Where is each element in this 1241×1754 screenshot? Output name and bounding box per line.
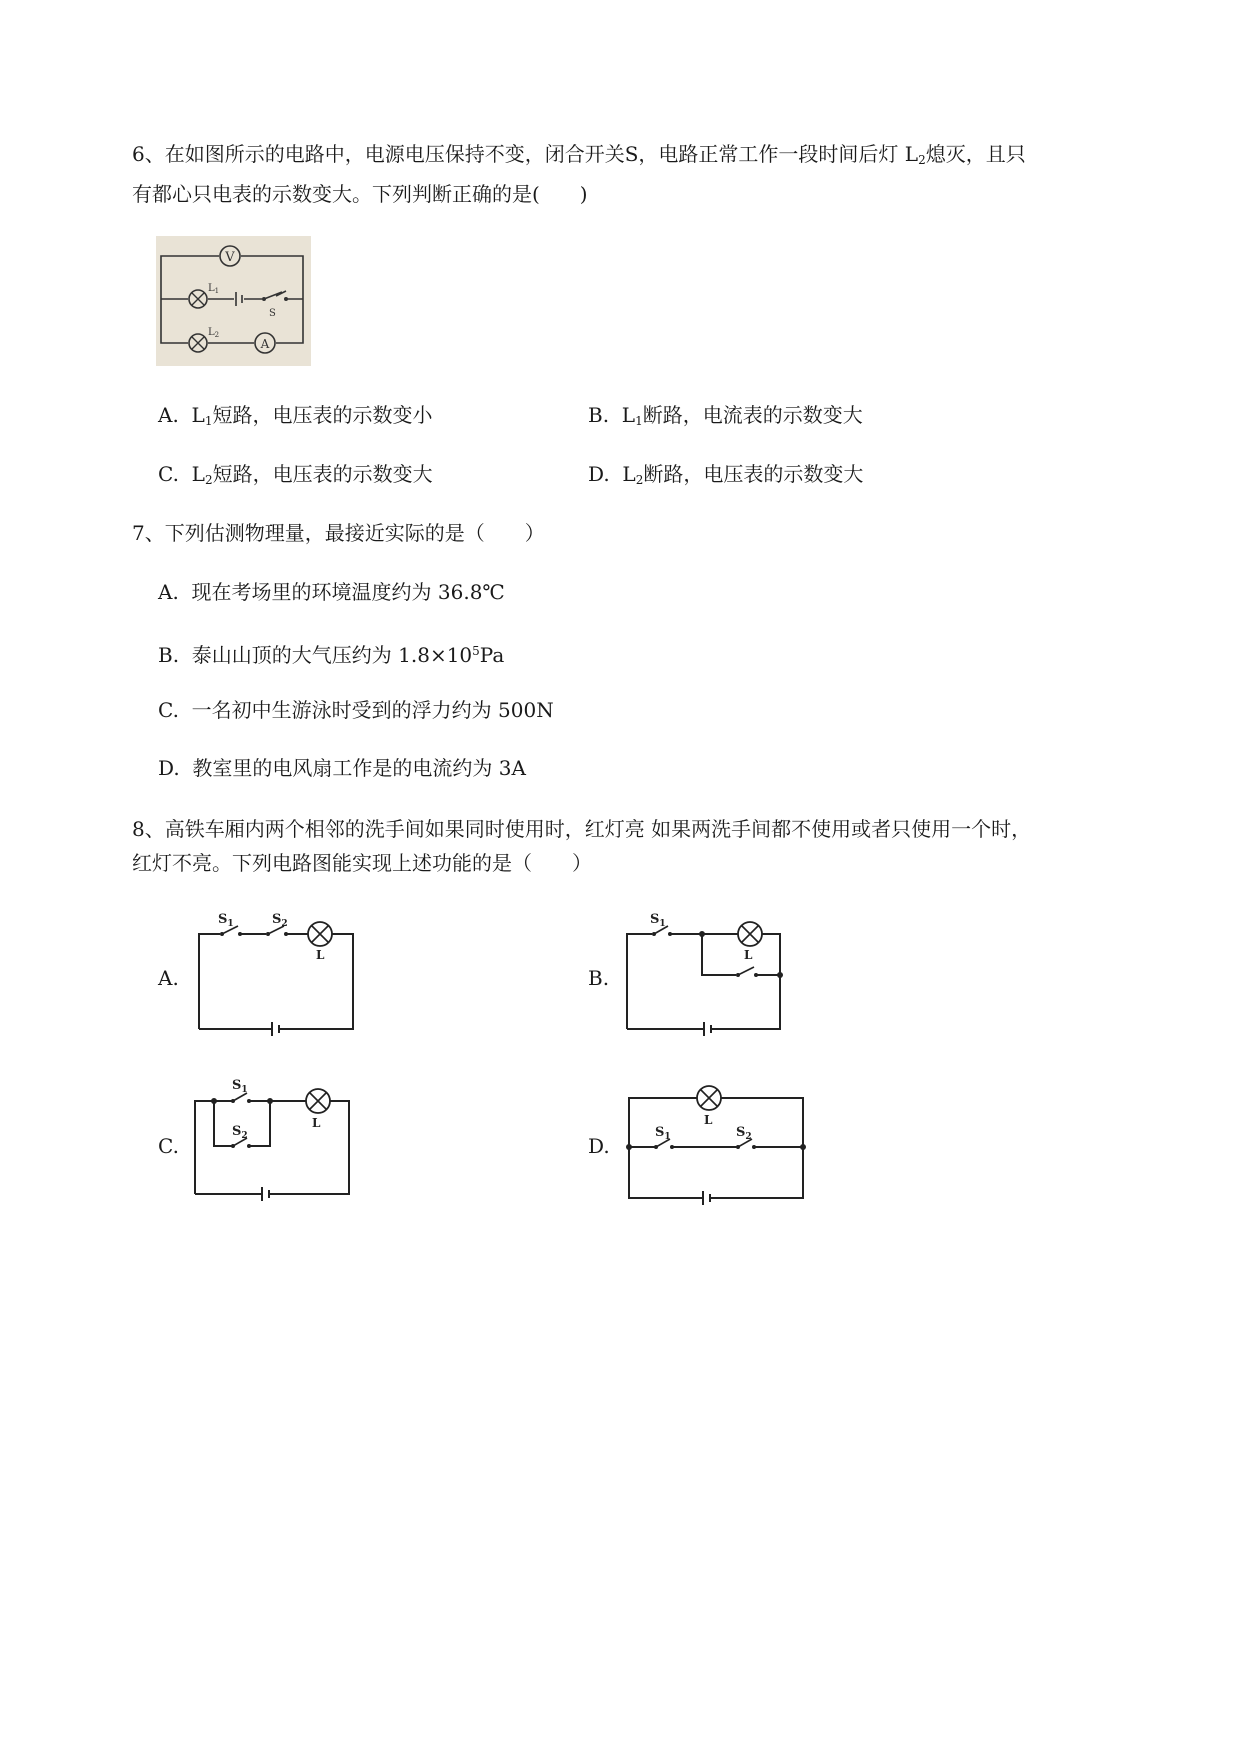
q8-option-b-label[interactable]: B. — [588, 966, 610, 990]
lamp-l2-label: $L_2$ — [208, 327, 220, 339]
q7-option-a[interactable]: A. 现在考场里的环境温度约为 36.8℃ — [158, 580, 505, 604]
q8-option-d-label[interactable]: D. — [588, 1134, 610, 1158]
q6-option-b[interactable]: B. $L_1$断路，电流表的示数变大 — [588, 403, 863, 428]
q8-circuit-b — [620, 905, 795, 1040]
q7-option-b[interactable]: B. 泰山山顶的大气压约为 $1.8\times 10^5Pa$ — [158, 643, 505, 667]
q8-option-a-label[interactable]: A. — [158, 966, 179, 990]
voltmeter-label: V — [225, 250, 235, 265]
lamp-icon — [308, 922, 332, 946]
switch-s2-icon — [736, 967, 758, 977]
s1-label: $S_1$ — [218, 912, 234, 929]
q6-option-d[interactable]: D. $L_2$断路，电压表的示数变大 — [588, 462, 864, 487]
q8-stem-line2: 红灯不亮。下列电路图能实现上述功能的是（ ） — [132, 851, 592, 875]
q8-stem-line1: 8、高铁车厢内两个相邻的洗手间如果同时使用时，红灯亮 如果两洗手间都不使用或者只使用一个时， — [132, 817, 1032, 841]
q7-option-c[interactable]: C. 一名初中生游泳时受到的浮力约为 500N — [158, 698, 554, 722]
s1-label: $S_1$ — [232, 1078, 248, 1095]
lamp-l1-icon — [189, 290, 207, 308]
lamp-icon — [738, 922, 762, 946]
s2-label: $S_2$ — [232, 1124, 248, 1141]
q8-stem — [132, 812, 1132, 880]
q6-stem-line2: 有都心只电表的示数变大。下列判断正确的是( ) — [132, 182, 588, 206]
q6-option-a[interactable]: A. $L_1$短路，电压表的示数变小 — [158, 403, 433, 428]
q6-option-c[interactable]: C. $L_2$短路，电压表的示数变大 — [158, 462, 433, 487]
lamp-l2-icon — [189, 334, 207, 352]
s2-label: $S_2$ — [736, 1125, 752, 1142]
lamp-label: L — [312, 1116, 321, 1130]
s1-label: $S_1$ — [650, 912, 666, 929]
lamp-label: L — [316, 948, 325, 962]
battery-icon — [262, 1187, 269, 1201]
lamp-icon — [306, 1089, 330, 1113]
ammeter-label: A — [260, 337, 270, 351]
battery-icon — [703, 1191, 710, 1205]
q7-option-d[interactable]: D. 教室里的电风扇工作是的电流约为 3A — [158, 756, 526, 780]
lamp-label: L — [744, 948, 753, 962]
battery-icon — [272, 1022, 279, 1036]
battery-icon — [704, 1022, 711, 1036]
lamp-l1-label: $L_1$ — [208, 283, 220, 295]
q6-circuit-figure — [156, 236, 311, 366]
q8-option-c-label[interactable]: C. — [158, 1134, 179, 1158]
q8-circuit-c — [188, 1072, 363, 1202]
switch-s-label: S — [269, 308, 276, 319]
q8-circuit-a — [190, 905, 365, 1040]
q8-circuit-d — [620, 1072, 815, 1207]
lamp-icon — [697, 1086, 721, 1110]
q6-stem-line1: 6、在如图所示的电路中，电源电压保持不变，闭合开关S，电路正常工作一段时间后灯 $L_2$熄灭，且只 — [132, 142, 1026, 167]
lamp-label: L — [704, 1113, 713, 1127]
q6-stem — [132, 137, 1112, 211]
q7-stem: 7、下列估测物理量，最接近实际的是（ ） — [132, 521, 545, 545]
s1-label: $S_1$ — [655, 1125, 671, 1142]
s2-label: $S_2$ — [272, 912, 288, 929]
